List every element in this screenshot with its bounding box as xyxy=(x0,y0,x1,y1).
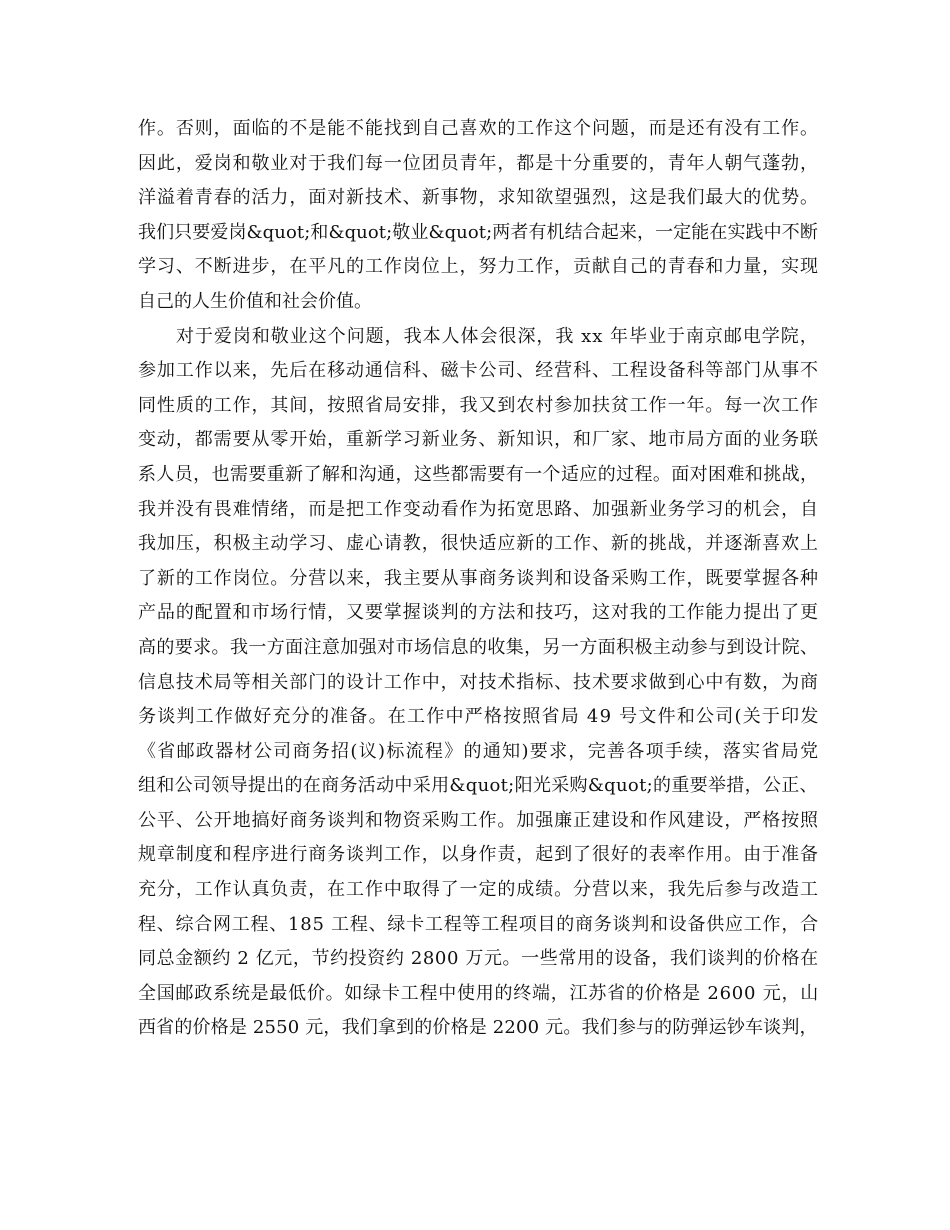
body-text xyxy=(138,112,818,1046)
text-line: 洋溢着青春的活力，面对新技术、新事物，求知欲望强烈，这是我们最大的优势。 xyxy=(138,187,819,209)
text-line: 公平、公开地搞好商务谈判和物资采购工作。加强廉正建设和作风建设，严格按照 xyxy=(138,809,819,831)
text-line: 程、综合网工程、185 工程、绿卡工程等工程项目的商务谈判和设备供应工作，合 xyxy=(138,913,819,935)
text-line: 因此，爱岗和敬业对于我们每一位团员青年，都是十分重要的，青年人朝气蓬勃， xyxy=(138,152,819,174)
text-line: 对于爱岗和敬业这个问题，我本人体会很深，我 xx 年毕业于南京邮电学院， xyxy=(138,325,819,347)
text-line: 务谈判工作做好充分的准备。在工作中严格按照省局 49 号文件和公司(关于印发 xyxy=(138,706,820,728)
text-line: 变动，都需要从零开始，重新学习新业务、新知识，和厂家、地市局方面的业务联 xyxy=(138,429,819,451)
text-line: 自己的人生价值和社会价值。 xyxy=(138,290,372,312)
text-line: 西省的价格是 2550 元，我们拿到的价格是 2200 元。我们参与的防弹运钞车谈判， xyxy=(138,1017,818,1039)
text-line: 我们只要爱岗&quot;和&quot;敬业&quot;两者有机结合起来，一定能在实践中不断 xyxy=(138,221,818,243)
text-line: 参加工作以来，先后在移动通信科、磁卡公司、经营科、工程设备科等部门从事不 xyxy=(138,360,819,382)
text-line: 系人员，也需要重新了解和沟通，这些都需要有一个适应的过程。面对困难和挑战， xyxy=(138,463,819,485)
text-line: 了新的工作岗位。分营以来，我主要从事商务谈判和设备采购工作，既要掌握各种 xyxy=(138,567,819,589)
text-line: 规章制度和程序进行商务谈判工作，以身作责，起到了很好的表率作用。由于准备 xyxy=(138,844,819,866)
text-line: 作。否则，面临的不是能不能找到自己喜欢的工作这个问题，而是还有没有工作。 xyxy=(138,118,819,139)
text-line: 我加压，积极主动学习、虚心请教，很快适应新的工作、新的挑战，并逐渐喜欢上 xyxy=(138,533,819,555)
text-line: 高的要求。我一方面注意加强对市场信息的收集，另一方面积极主动参与到设计院、 xyxy=(138,636,819,658)
text-line: 充分，工作认真负责，在工作中取得了一定的成绩。分营以来，我先后参与改造工 xyxy=(138,879,819,901)
text-line: 我并没有畏难情绪，而是把工作变动看作为拓宽思路、加强新业务学习的机会，自 xyxy=(138,498,819,520)
text-line: 全国邮政系统是最低价。如绿卡工程中使用的终端，江苏省的价格是 2600 元，山 xyxy=(138,982,820,1004)
text-line: 学习、不断进步，在平凡的工作岗位上，努力工作，贡献自己的青春和力量，实现 xyxy=(138,256,819,278)
text-line: 信息技术局等相关部门的设计工作中，对技术指标、技术要求做到心中有数，为商 xyxy=(138,671,819,693)
text-line: 同性质的工作，其间，按照省局安排，我又到农村参加扶贫工作一年。每一次工作 xyxy=(138,394,819,416)
text-line: 同总金额约 2 亿元，节约投资约 2800 万元。一些常用的设备，我们谈判的价格在 xyxy=(138,948,819,970)
text-line: 产品的配置和市场行情，又要掌握谈判的方法和技巧，这对我的工作能力提出了更 xyxy=(138,602,819,624)
text-line: 《省邮政器材公司商务招(议)标流程》的通知)要求，完善各项手续，落实省局党 xyxy=(138,740,820,762)
text-line: 组和公司领导提出的在商务活动中采用&quot;阳光采购&quot;的重要举措，公正、 xyxy=(138,775,818,797)
